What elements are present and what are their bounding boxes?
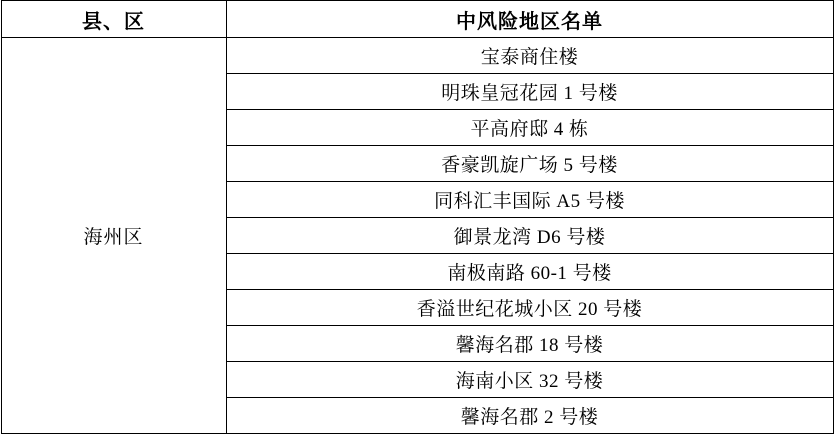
place-name-cell: 南极南路 60-1 号楼 (226, 254, 833, 290)
column-header-district-label: 县、区 (82, 10, 145, 33)
table-body (1, 38, 833, 434)
place-name-cell: 馨海名郡 18 号楼 (226, 326, 833, 362)
district-name-cell: 海州区 (1, 38, 226, 434)
place-name-cell: 香溢世纪花城小区 20 号楼 (226, 290, 833, 326)
table-header-row (1, 1, 833, 38)
column-header-list (226, 1, 833, 38)
place-name-cell: 明珠皇冠花园 1 号楼 (226, 74, 833, 110)
place-name-cell: 香豪凯旋广场 5 号楼 (226, 146, 833, 182)
place-name-cell: 同科汇丰国际 A5 号楼 (226, 182, 833, 218)
place-name-cell: 海南小区 32 号楼 (226, 362, 833, 398)
table-header (1, 1, 833, 38)
place-name-cell: 御景龙湾 D6 号楼 (226, 218, 833, 254)
table-row (1, 38, 833, 74)
place-name-cell: 馨海名郡 2 号楼 (226, 398, 833, 434)
place-name-cell: 平高府邸 4 栋 (226, 110, 833, 146)
risk-area-table (1, 0, 834, 434)
column-header-district (1, 1, 226, 38)
column-header-list-label: 中风险地区名单 (456, 10, 603, 33)
place-name-cell: 宝泰商住楼 (226, 38, 833, 74)
